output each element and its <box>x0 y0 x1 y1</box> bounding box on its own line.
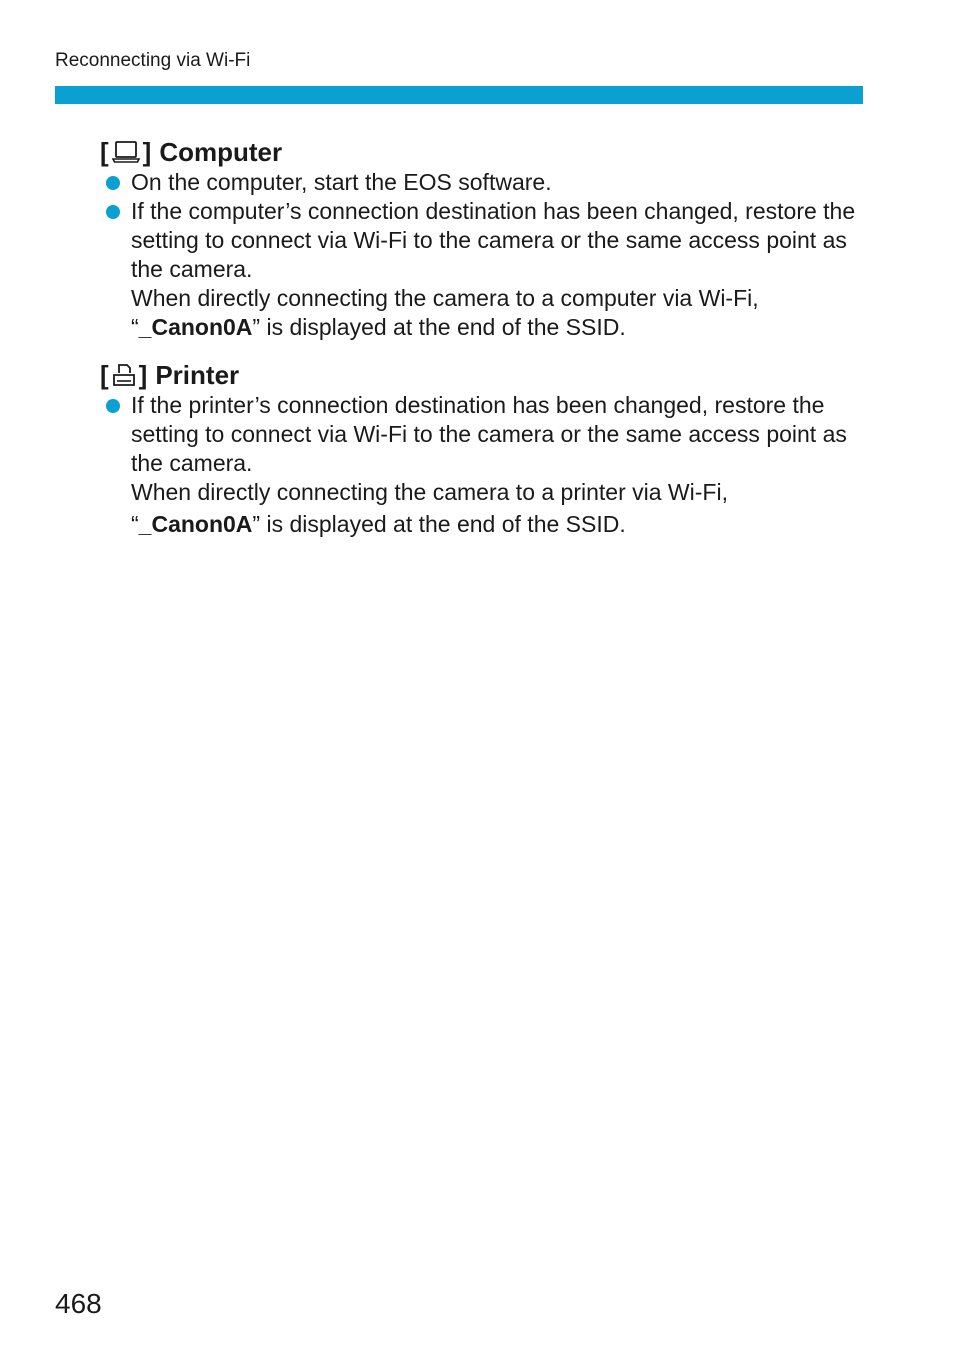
bullet-text: On the computer, start the EOS software. <box>131 169 552 195</box>
bullet-dot <box>106 399 120 413</box>
printer-icon <box>111 362 137 388</box>
bracket-open: [ <box>100 360 109 390</box>
bullet-list <box>100 391 870 539</box>
bullet-text: If the computer’s connection destination has been changed, restore the setting to connect via Wi-Fi to the camera or the same access point as the camera. <box>131 198 856 282</box>
ssid-tail: ” is displayed at the end of the SSID. <box>252 314 626 340</box>
bracket-close: ] <box>138 360 148 390</box>
ssid-tail: ” is displayed at the end of the SSID. <box>252 511 626 537</box>
bullet-dot <box>106 176 120 190</box>
ssid-name: _Canon0A <box>138 511 253 537</box>
ssid-open-quote: “ <box>131 314 139 340</box>
bullet-dot <box>106 205 120 219</box>
ssid-line <box>131 510 870 539</box>
ssid-line <box>131 313 870 342</box>
list-item <box>100 168 870 197</box>
list-item <box>100 197 870 342</box>
printer-section <box>100 360 870 539</box>
list-item <box>100 391 870 539</box>
page-number: 468 <box>55 1288 102 1319</box>
bullet-list <box>100 168 870 342</box>
bracket-close: ] <box>142 137 152 167</box>
header-accent-bar <box>55 86 863 104</box>
bullet-note: When directly connecting the camera to a printer via Wi-Fi, <box>131 479 728 505</box>
computer-section <box>100 137 870 342</box>
section-title-text: Computer <box>159 137 283 167</box>
bullet-text: If the printer’s connection destination has been changed, restore the setting to connect via Wi-Fi to the camera or the same access point as the camera. <box>131 392 847 476</box>
running-head: Reconnecting via Wi-Fi <box>55 50 251 71</box>
section-title-printer <box>100 360 870 390</box>
ssid-name: _Canon0A <box>138 314 253 340</box>
section-title-text: Printer <box>155 360 240 390</box>
ssid-open-quote: “ <box>131 511 139 537</box>
computer-icon <box>111 139 141 165</box>
section-title-computer <box>100 137 870 167</box>
bullet-note: When directly connecting the camera to a computer via Wi-Fi, <box>131 285 759 311</box>
bracket-open: [ <box>100 137 109 167</box>
